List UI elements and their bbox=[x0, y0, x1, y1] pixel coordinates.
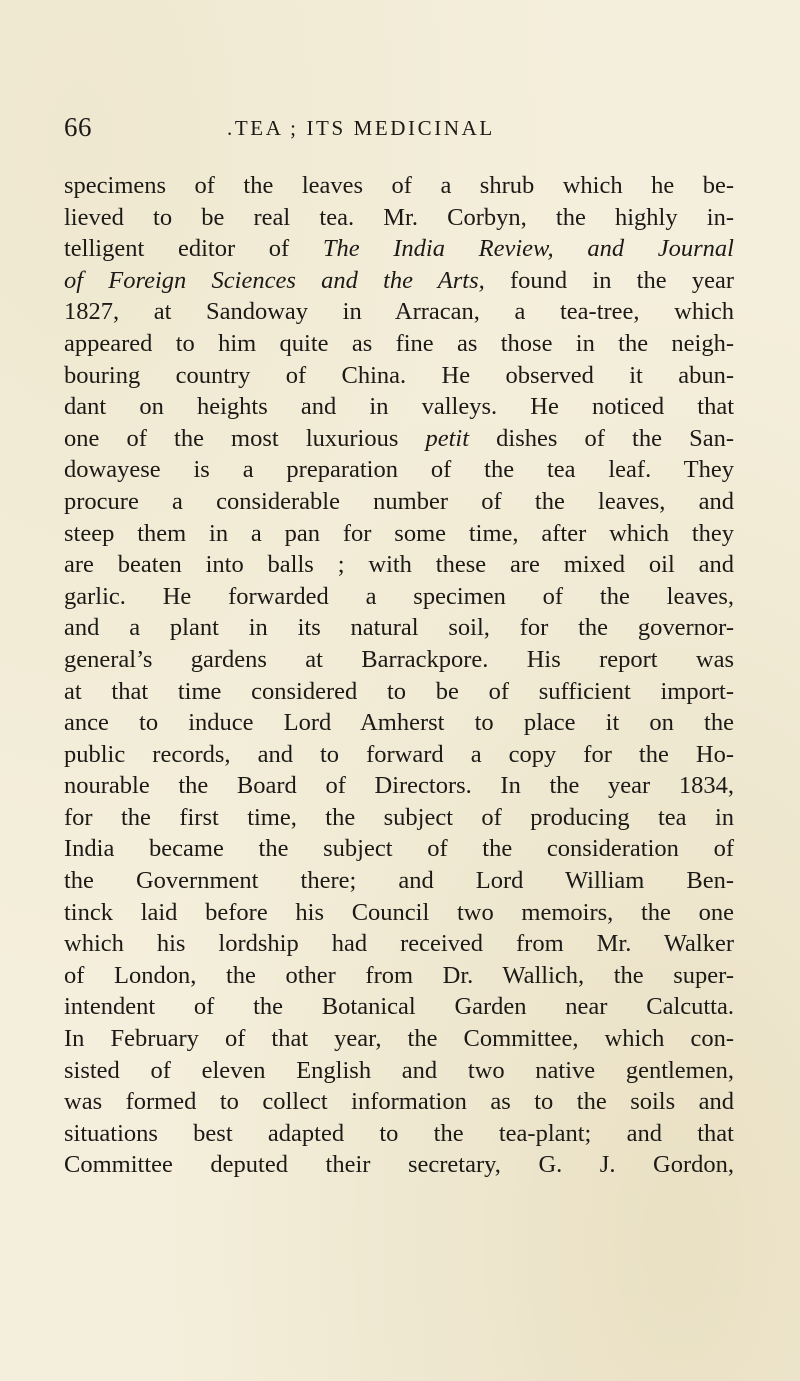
text-line: appeared to him quite as fine as those in the neigh- bbox=[64, 329, 734, 357]
text-line: In February of that year, the Committee, which con- bbox=[64, 1025, 734, 1053]
text-line: nourable the Board of Directors. In the year 1834, bbox=[64, 772, 734, 800]
text-line: are beaten into balls ; with these are mixed oil and bbox=[64, 551, 734, 579]
page-number: 66 bbox=[64, 112, 92, 142]
text-line: procure a considerable number of the leaves, and bbox=[64, 487, 734, 515]
text-line bbox=[64, 423, 734, 455]
text-line-segment: found in the year bbox=[484, 266, 735, 294]
text-line: garlic. He forwarded a specimen of the leaves, bbox=[64, 582, 734, 610]
text-line: Committee deputed their secretary, G. J. Gordon, bbox=[64, 1151, 734, 1179]
text-line: situations best adapted to the tea-plant; and that bbox=[64, 1119, 734, 1147]
text-line: intendent of the Botanical Garden near Calcutta. bbox=[64, 993, 734, 1021]
text-line bbox=[64, 265, 734, 297]
text-line: India became the subject of the consideration of bbox=[64, 835, 734, 863]
journal-title-italic: The India Review, and Journal bbox=[322, 235, 734, 263]
body-text bbox=[64, 170, 734, 1181]
text-line: for the first time, the subject of producing tea in bbox=[64, 803, 734, 831]
text-line: the Government there; and Lord William Ben- bbox=[64, 867, 734, 895]
text-line: which his lordship had received from Mr. Walker bbox=[64, 930, 734, 958]
text-line: public records, and to forward a copy for the Ho- bbox=[64, 740, 734, 768]
text-line-segment: one of the most luxurious bbox=[64, 424, 426, 452]
text-line: lieved to be real tea. Mr. Corbyn, the highly in- bbox=[64, 203, 734, 231]
text-line-segment: telligent editor of bbox=[64, 235, 323, 263]
running-head-title: .TEA ; ITS MEDICINAL bbox=[227, 116, 495, 140]
text-line: dant on heights and in valleys. He noticed that bbox=[64, 393, 734, 421]
text-line: bouring country of China. He observed it abun- bbox=[64, 361, 734, 389]
text-line: steep them in a pan for some time, after which they bbox=[64, 519, 734, 547]
text-line: of London, the other from Dr. Wallich, the super- bbox=[64, 961, 734, 989]
text-line bbox=[64, 233, 734, 265]
text-line: dowayese is a preparation of the tea leaf. They bbox=[64, 456, 734, 484]
text-line: and a plant in its natural soil, for the governor- bbox=[64, 614, 734, 642]
petit-italic: petit bbox=[425, 424, 470, 452]
text-line: sisted of eleven English and two native gentlemen, bbox=[64, 1056, 734, 1084]
text-line: 1827, at Sandoway in Arracan, a tea-tree, which bbox=[64, 298, 734, 326]
text-line-segment: dishes of the San- bbox=[469, 424, 735, 452]
text-line: ance to induce Lord Amherst to place it on the bbox=[64, 709, 734, 737]
text-line: specimens of the leaves of a shrub which he be- bbox=[64, 172, 734, 199]
text-line: tinck laid before his Council two memoirs, the one bbox=[64, 898, 734, 926]
text-line: general’s gardens at Barrackpore. His report was bbox=[64, 645, 734, 673]
text-line: at that time considered to be of sufficient import- bbox=[64, 677, 734, 705]
running-head bbox=[0, 112, 800, 152]
text-line: was formed to collect information as to the soils and bbox=[64, 1088, 734, 1116]
journal-title-italic-cont: of Foreign Sciences and the Arts, bbox=[64, 266, 485, 294]
